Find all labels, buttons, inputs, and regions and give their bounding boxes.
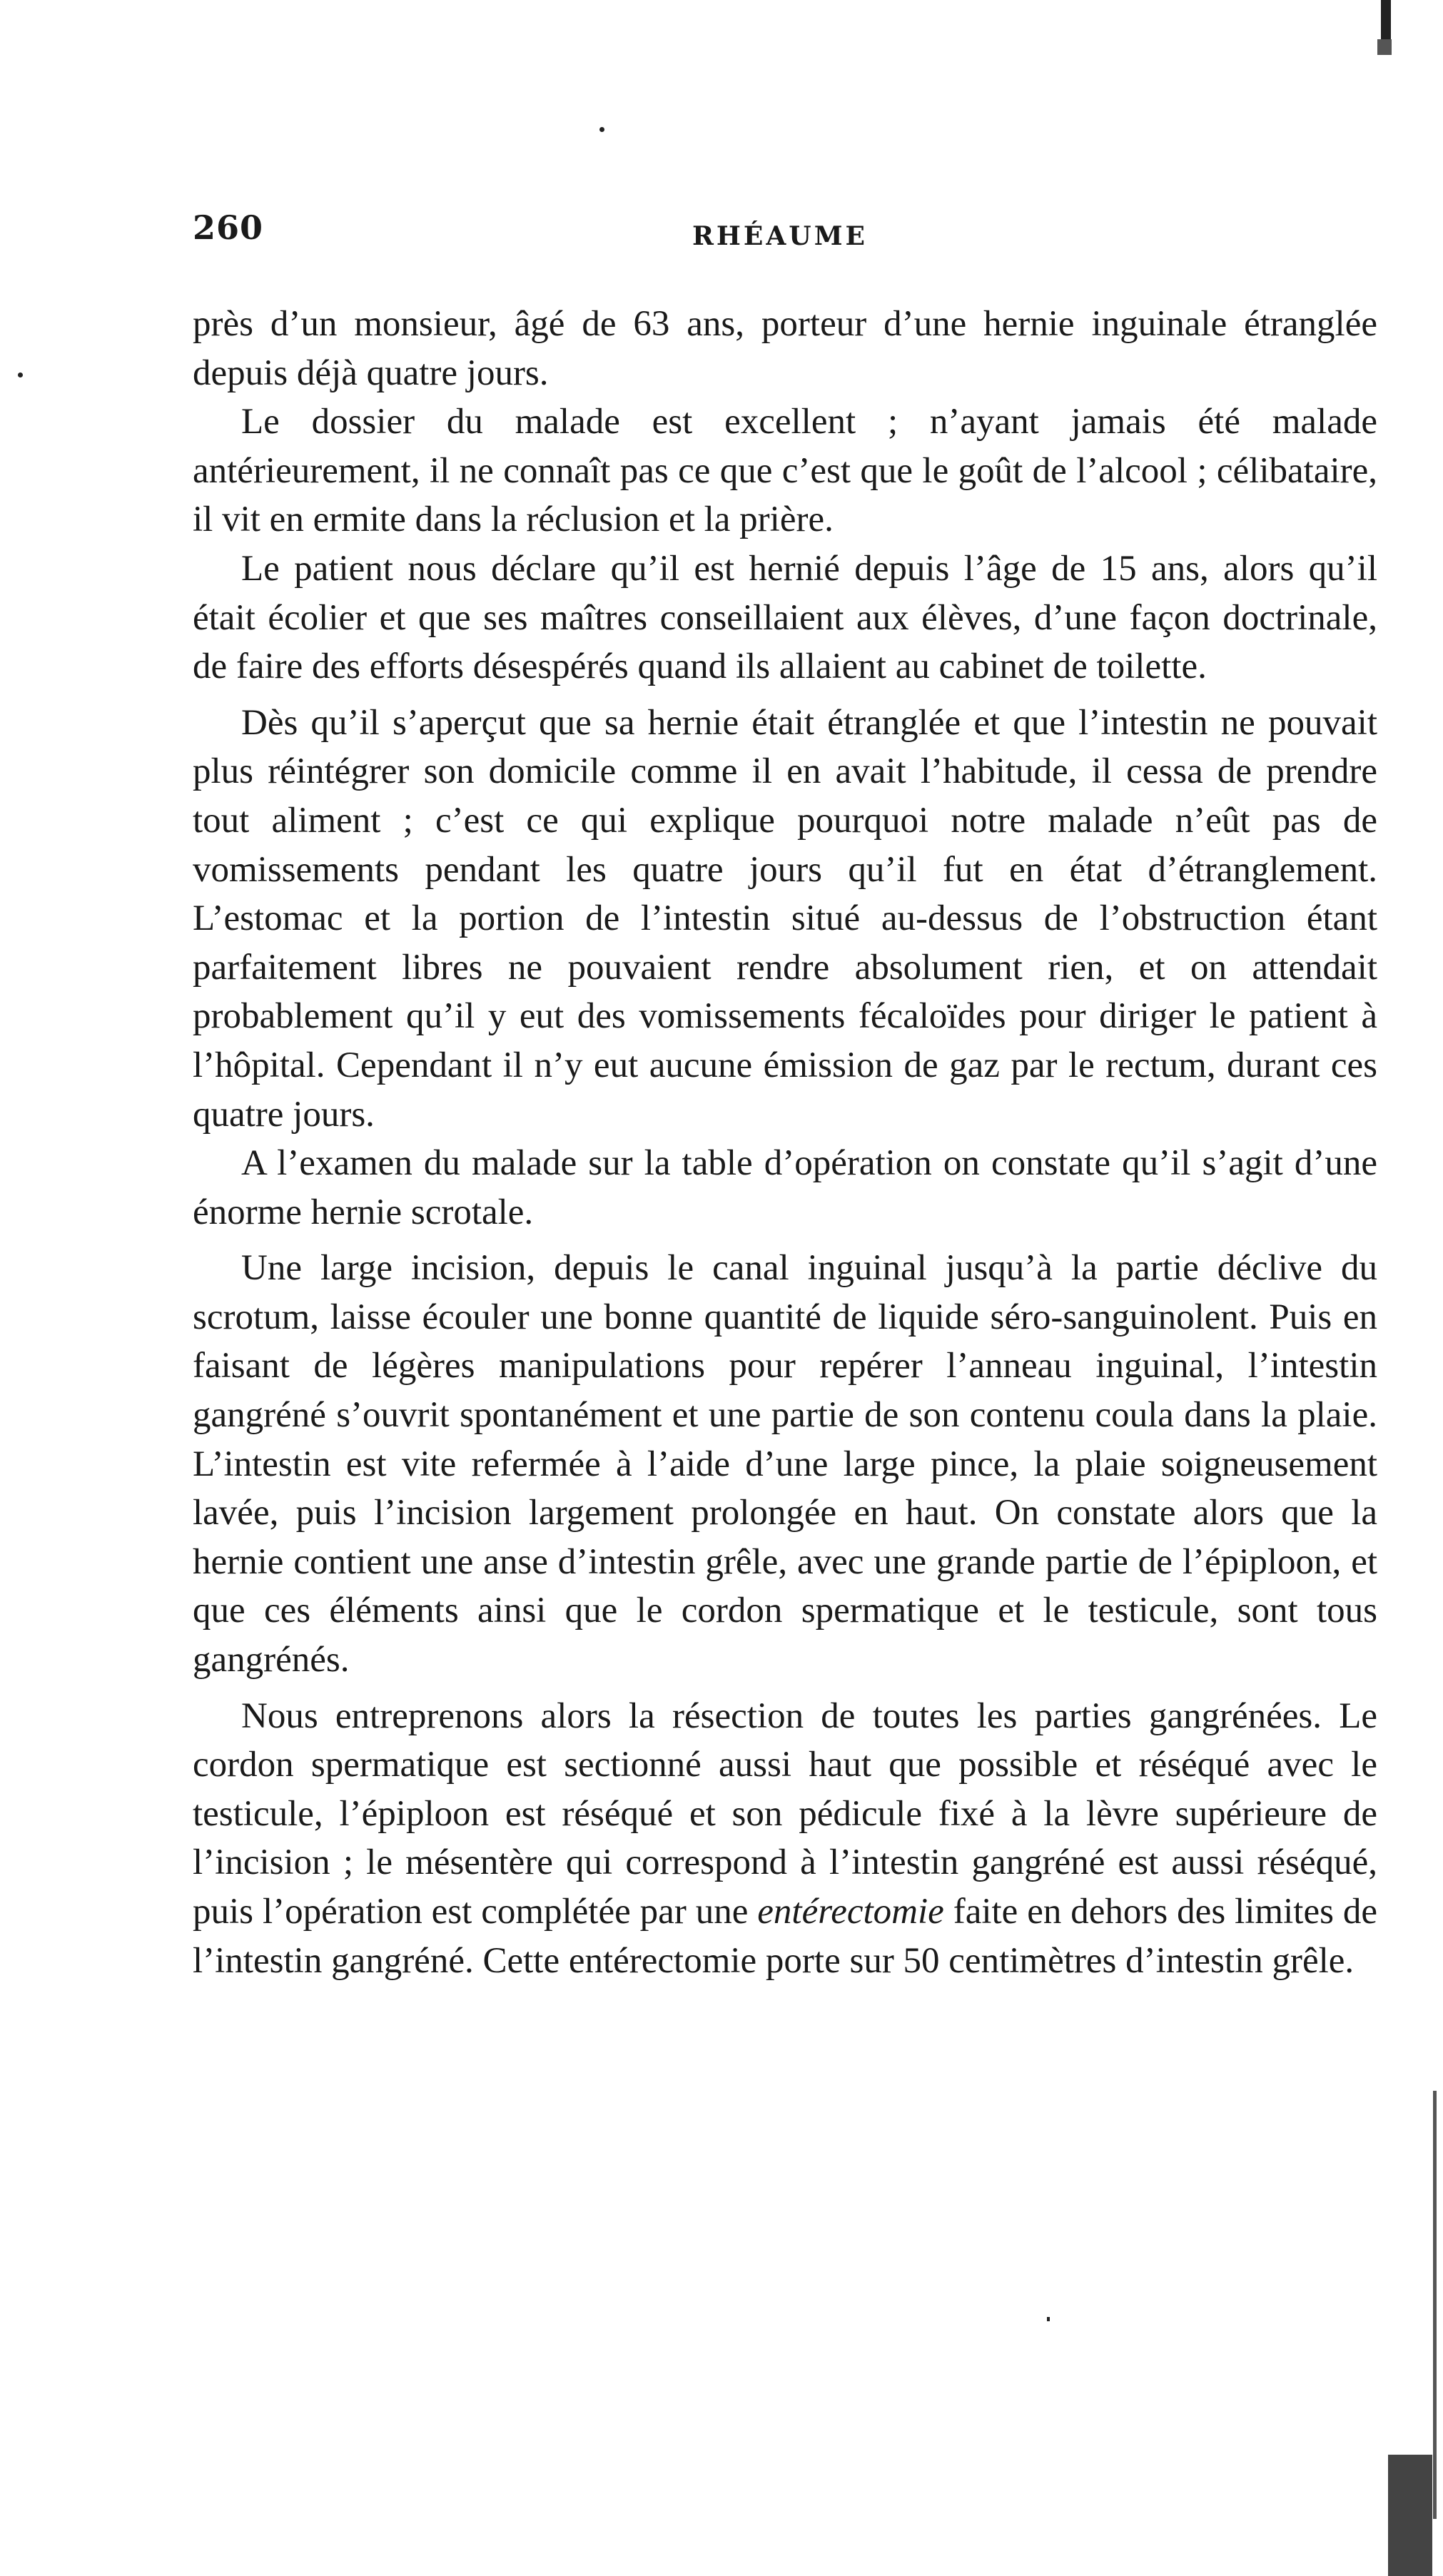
scan-artifact (599, 127, 604, 132)
running-head: RHÉAUME (692, 221, 868, 251)
page-number: 260 (193, 208, 264, 247)
paragraph-text: Nous entreprenons alors la résection de toutes les parties gangrénées. Le cordon spermatique est sectionné aussi haut que possible et réséqué avec le testicule, l’épiploon est réséqué et son pédicule fixé à la lèvre supérieure de l’incision ; le mésentère qui correspond à l’intestin gangréné est aussi réséqué, puis l’opération est complétée par une (193, 1695, 1377, 1932)
paragraph: Le dossier du malade est excellent ; n’ayant jamais été malade antérieurement, il ne connaît pas ce que c’est que le goût de l’alcool ; célibataire, il vit en ermite dans la réclusion et la prière. (193, 402, 1377, 540)
italic-term: entérectomie (757, 1892, 944, 1932)
scan-artifact (1377, 39, 1392, 55)
paragraph: Une large incision, depuis le canal inguinal jusqu’à la partie déclive du scrotum, laisse écouler une bonne quantité de liquide séro-sanguinolent. Puis en faisant de légères manipulations pour repérer l’anneau inguinal, l’intestin gangréné s’ouvrit spontanément et une partie de son contenu coula dans la plaie. L’intestin est vite refermée à l’aide d’une large pince, la plaie soigneusement lavée, puis l’incision largement prolongée en haut. On constate alors que la hernie contient une anse d’intestin grêle, avec une grande partie de l’épiploon, et que ces éléments ainsi que le cordon spermatique et le testicule, sont tous gangrénés. (193, 1248, 1377, 1680)
paragraph-text: faite en dehors des limites de l’intestin gangréné. Cette entérectomie porte sur 50 centimètres d’intestin grêle. (193, 1892, 1377, 1981)
paragraph: Dès qu’il s’aperçut que sa hernie était étranglée et que l’intestin ne pouvait plus réintégrer son domicile comme il en avait l’habitude, il cessa de prendre tout aliment ; c’est ce qui explique pourquoi notre malade n’eût pas de vomissements pendant les quatre jours qu’il fut en état d’étranglement. L’estomac et la portion de l’intestin situé au-dessus de l’obstruction étant parfaitement libres ne pouvaient rendre absolument rien, et on attendait probablement qu’il y eut des vomissements fécaloïdes pour diriger le patient à l’hôpital. Cependant il n’y eut aucune émission de gaz par le rectum, durant ces quatre jours. (193, 702, 1377, 1135)
scan-artifact (18, 372, 23, 377)
paragraph: près d’un monsieur, âgé de 63 ans, porteur d’une hernie inguinale étranglée depuis déjà quatre jours. (193, 304, 1377, 393)
paragraph: A l’examen du malade sur la table d’opération on constate qu’il s’agit d’une énorme hernie scrotale. (193, 1143, 1377, 1232)
body-text (193, 300, 1377, 1985)
page-header (193, 208, 1377, 258)
scan-artifact (1388, 2455, 1432, 2576)
paragraph (193, 1692, 1377, 1986)
scan-artifact (1047, 2317, 1050, 2321)
paragraph: Le patient nous déclare qu’il est hernié depuis l’âge de 15 ans, alors qu’il était écolier et que ses maîtres conseillaient aux élèves, d’une façon doctrinale, de faire des efforts désespérés quand ils allaient au cabinet de toilette. (193, 548, 1377, 687)
scan-artifact (1381, 0, 1391, 39)
scan-artifact (1433, 2091, 1437, 2519)
